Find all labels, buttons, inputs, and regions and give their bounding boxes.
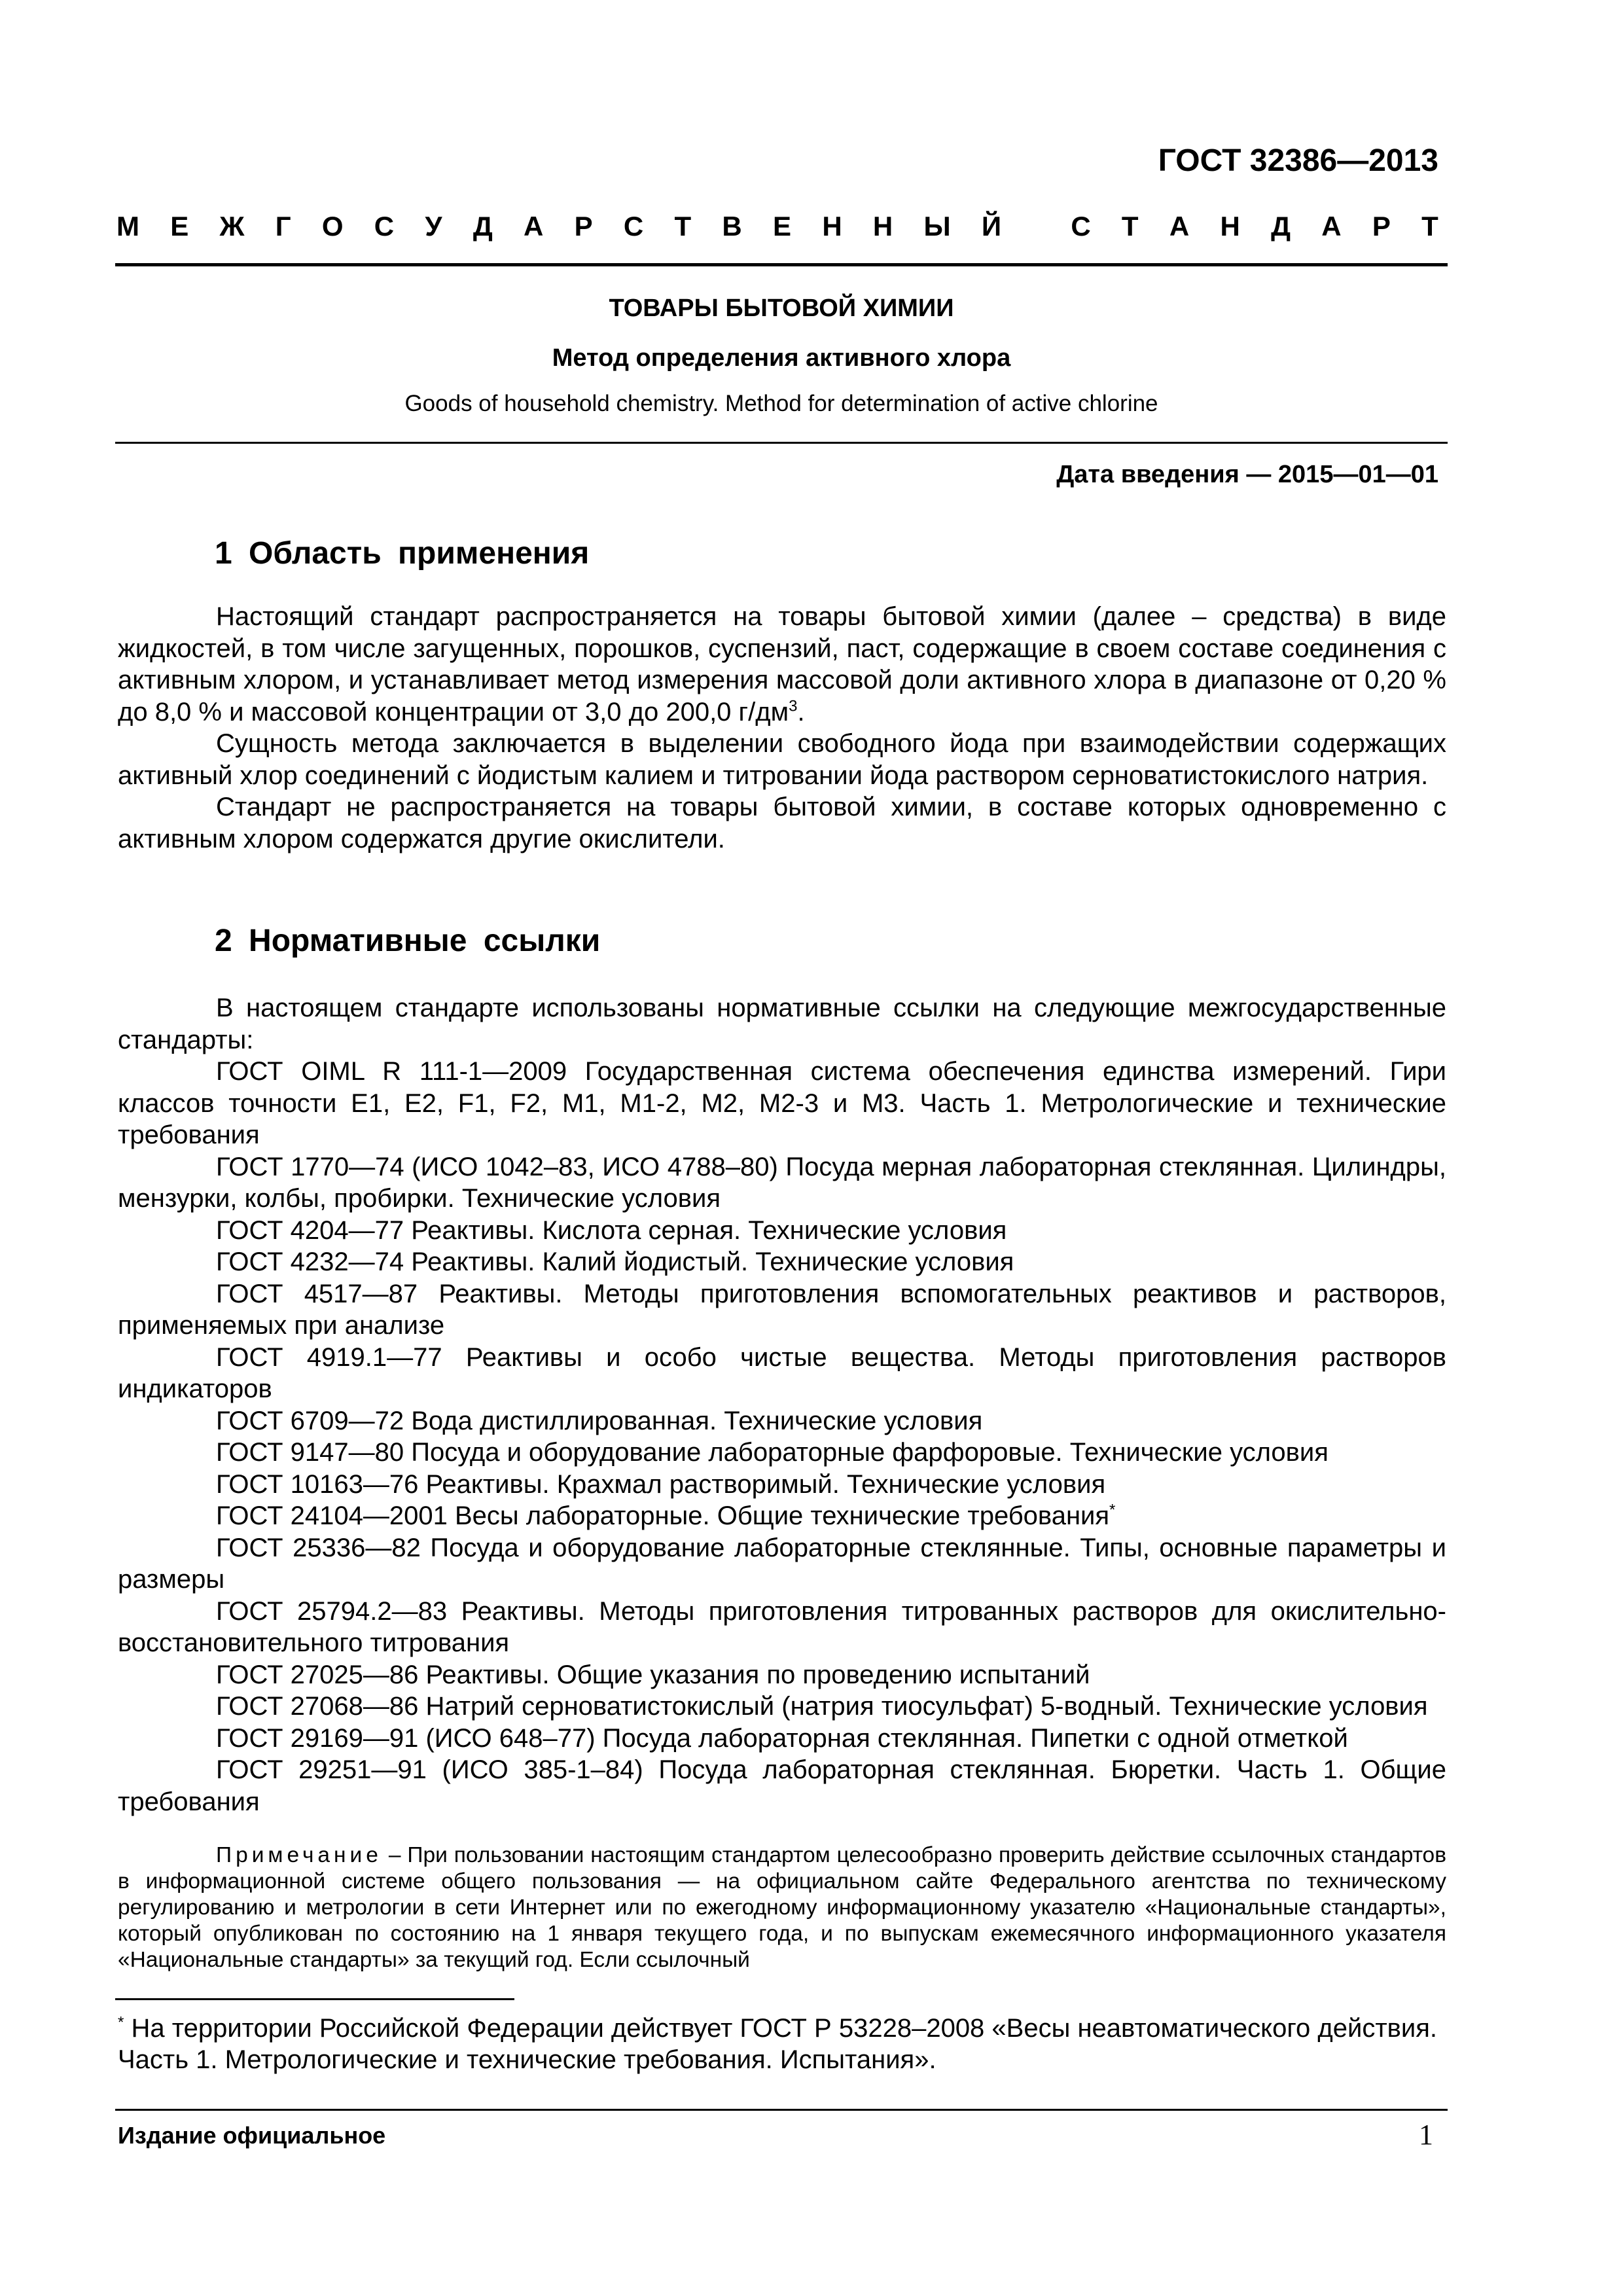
heading-letter: Е (170, 211, 189, 242)
note-text: – При пользовании настоящим стандартом целесообразно проверить действие ссылочных стандартов в информационной системе общего пользования — на официальном сайте Федерального агентства по техническому регулированию и метрологии в сети Интернет или по ежегодному информационному указателю «Национальные стандарты», который опубликован по состоянию на 1 января текущего года, и по выпускам ежемесячного информационного указателя «Национальные стандарты» за текущий год. Если ссылочный (118, 1843, 1446, 1972)
heading-letter: М (116, 211, 139, 242)
reference-item: ГОСТ 29251—91 (ИСО 385-1–84) Посуда лабораторная стеклянная. Бюретки. Часть 1. Общие требования (118, 1755, 1446, 1816)
document-title: ТОВАРЫ БЫТОВОЙ ХИМИИ (609, 295, 954, 322)
reference-item: ГОСТ 4232—74 Реактивы. Калий йодистый. Технические условия (216, 1247, 1014, 1276)
reference-item: ГОСТ 4517—87 Реактивы. Методы приготовления вспомогательных реактивов и растворов, применяемых при анализе (118, 1279, 1446, 1340)
heading-letter: Г (275, 211, 291, 242)
reference-item: ГОСТ 1770—74 (ИСО 1042–83, ИСО 4788–80) Посуда мерная лабораторная стеклянная. Цилиндры, мензурки, колбы, пробирки. Технические условия (118, 1152, 1446, 1213)
reference-item: ГОСТ 9147—80 Посуда и оборудование лабораторные фарфоровые. Технические условия (216, 1438, 1329, 1467)
scope-paragraph-1-text: Настоящий стандарт распространяется на товары бытовой химии (далее – средства) в виде жидкостей, в том числе загущенных, порошков, суспензий, паст, содержащие в своем составе соединения с активным хлором, и устанавливает метод измерения массовой доли активного хлора в диапазоне от 0,20 % до 8,0 % и массовой концентрации от 3,0 до 200,0 г/дм (118, 602, 1446, 726)
heading-letter: Р (574, 211, 593, 242)
heading-letter: В (722, 211, 742, 242)
heading-letter: А (1169, 211, 1190, 242)
document-subtitle: Метод определения активного хлора (552, 344, 1011, 372)
heading-letter: Н (822, 211, 842, 242)
scope-paragraph-2: Сущность метода заключается в выделении свободного йода при взаимодействии содержащих активный хлор соединений с йодистым калием и титровании йода раствором серноватистокислого натрия. (118, 729, 1446, 790)
reference-item: ГОСТ 25336—82 Посуда и оборудование лабораторные стеклянные. Типы, основные параметры и размеры (118, 1533, 1446, 1594)
heading-letter: Т (1421, 211, 1438, 242)
reference-item: ГОСТ 4204—77 Реактивы. Кислота серная. Технические условия (216, 1215, 1007, 1245)
heading-letter: Т (1121, 211, 1139, 242)
title-divider (115, 442, 1448, 444)
reference-item: ГОСТ 29169—91 (ИСО 648–77) Посуда лабораторная стеклянная. Пипетки с одной отметкой (216, 1723, 1348, 1753)
reference-item: ГОСТ 27068—86 Натрий серноватистокислый (натрия тиосульфат) 5-водный. Технические условия (216, 1692, 1428, 1721)
section-2-body (118, 992, 1446, 1818)
heading-letter: Е (773, 211, 792, 242)
references-note (118, 1842, 1446, 1973)
reference-item: ГОСТ 25794.2—83 Реактивы. Методы приготовления титрованных растворов для окислительно-восстановительного титрования (118, 1596, 1446, 1657)
section-1-title: 1 Область применения (215, 536, 590, 571)
heading-letter: С (1071, 211, 1091, 242)
introduction-date: Дата введения — 2015—01—01 (1056, 461, 1438, 488)
heading-letter: Н (1220, 211, 1240, 242)
heading-letter: Т (674, 211, 692, 242)
heading-letter: Д (473, 211, 493, 242)
reference-item: ГОСТ OIML R 111-1—2009 Государственная система обеспечения единства измерений. Гири классов точности E1, E2, F1, F2, M1, M1-2, M2, M2-3 и M3. Часть 1. Метрологические и технические требования (118, 1057, 1446, 1149)
scope-paragraph-1 (118, 601, 1446, 728)
reference-item: ГОСТ 4919.1—77 Реактивы и особо чистые вещества. Методы приготовления растворов индикаторов (118, 1342, 1446, 1403)
heading-letter: А (524, 211, 544, 242)
heading-gap (1032, 211, 1040, 242)
section-1-body (118, 601, 1446, 855)
footnote-divider (115, 1998, 514, 2000)
note-paragraph (118, 1842, 1446, 1973)
footnote-paragraph (118, 2013, 1446, 2075)
heading-letter: Ж (219, 211, 245, 242)
document-title-english: Goods of household chemistry. Method for determination of active chlorine (404, 391, 1158, 416)
heading-letter: С (623, 211, 644, 242)
interstate-standard-heading (116, 211, 1438, 242)
heading-letter: А (1321, 211, 1342, 242)
gost-number: ГОСТ 32386—2013 (1158, 143, 1438, 178)
footnote-marker: * (118, 2013, 124, 2032)
reference-item: ГОСТ 10163—76 Реактивы. Крахмал растворимый. Технические условия (216, 1469, 1106, 1499)
section-2-title: 2 Нормативные ссылки (215, 924, 601, 958)
heading-letter: Й (981, 211, 1002, 242)
page-number: 1 (1419, 2119, 1433, 2151)
note-label: Примечание (216, 1843, 382, 1867)
reference-item-with-footnote (118, 1500, 1446, 1532)
heading-letter: У (425, 211, 442, 242)
official-edition-label: Издание официальное (118, 2122, 386, 2149)
unit-superscript: 3 (789, 697, 798, 715)
heading-letter: О (321, 211, 344, 242)
heading-letter: Ы (923, 211, 951, 242)
heading-letter: Д (1271, 211, 1291, 242)
top-divider (115, 263, 1448, 266)
scope-paragraph-3: Стандарт не распространяется на товары бытовой химии, в составе которых одновременно с активным хлором содержатся другие окислители. (118, 793, 1446, 853)
footnote (118, 2013, 1446, 2075)
footnote-marker: * (1109, 1501, 1116, 1519)
heading-letter: Н (872, 211, 893, 242)
reference-item: ГОСТ 6709—72 Вода дистиллированная. Технические условия (216, 1406, 983, 1435)
heading-letter: С (374, 211, 395, 242)
footer-divider (115, 2109, 1448, 2111)
reference-item-text: ГОСТ 24104—2001 Весы лабораторные. Общие технические требования (216, 1501, 1110, 1530)
reference-item: ГОСТ 27025—86 Реактивы. Общие указания по проведению испытаний (216, 1660, 1090, 1689)
heading-letter: Р (1372, 211, 1391, 242)
footnote-text: На территории Российской Федерации действует ГОСТ Р 53228–2008 «Весы неавтоматического действия. Часть 1. Метрологические и технические требования. Испытания». (118, 2014, 1438, 2074)
references-intro: В настоящем стандарте использованы нормативные ссылки на следующие межгосударственные стандарты: (118, 994, 1446, 1054)
scope-paragraph-1-end: . (797, 697, 805, 726)
